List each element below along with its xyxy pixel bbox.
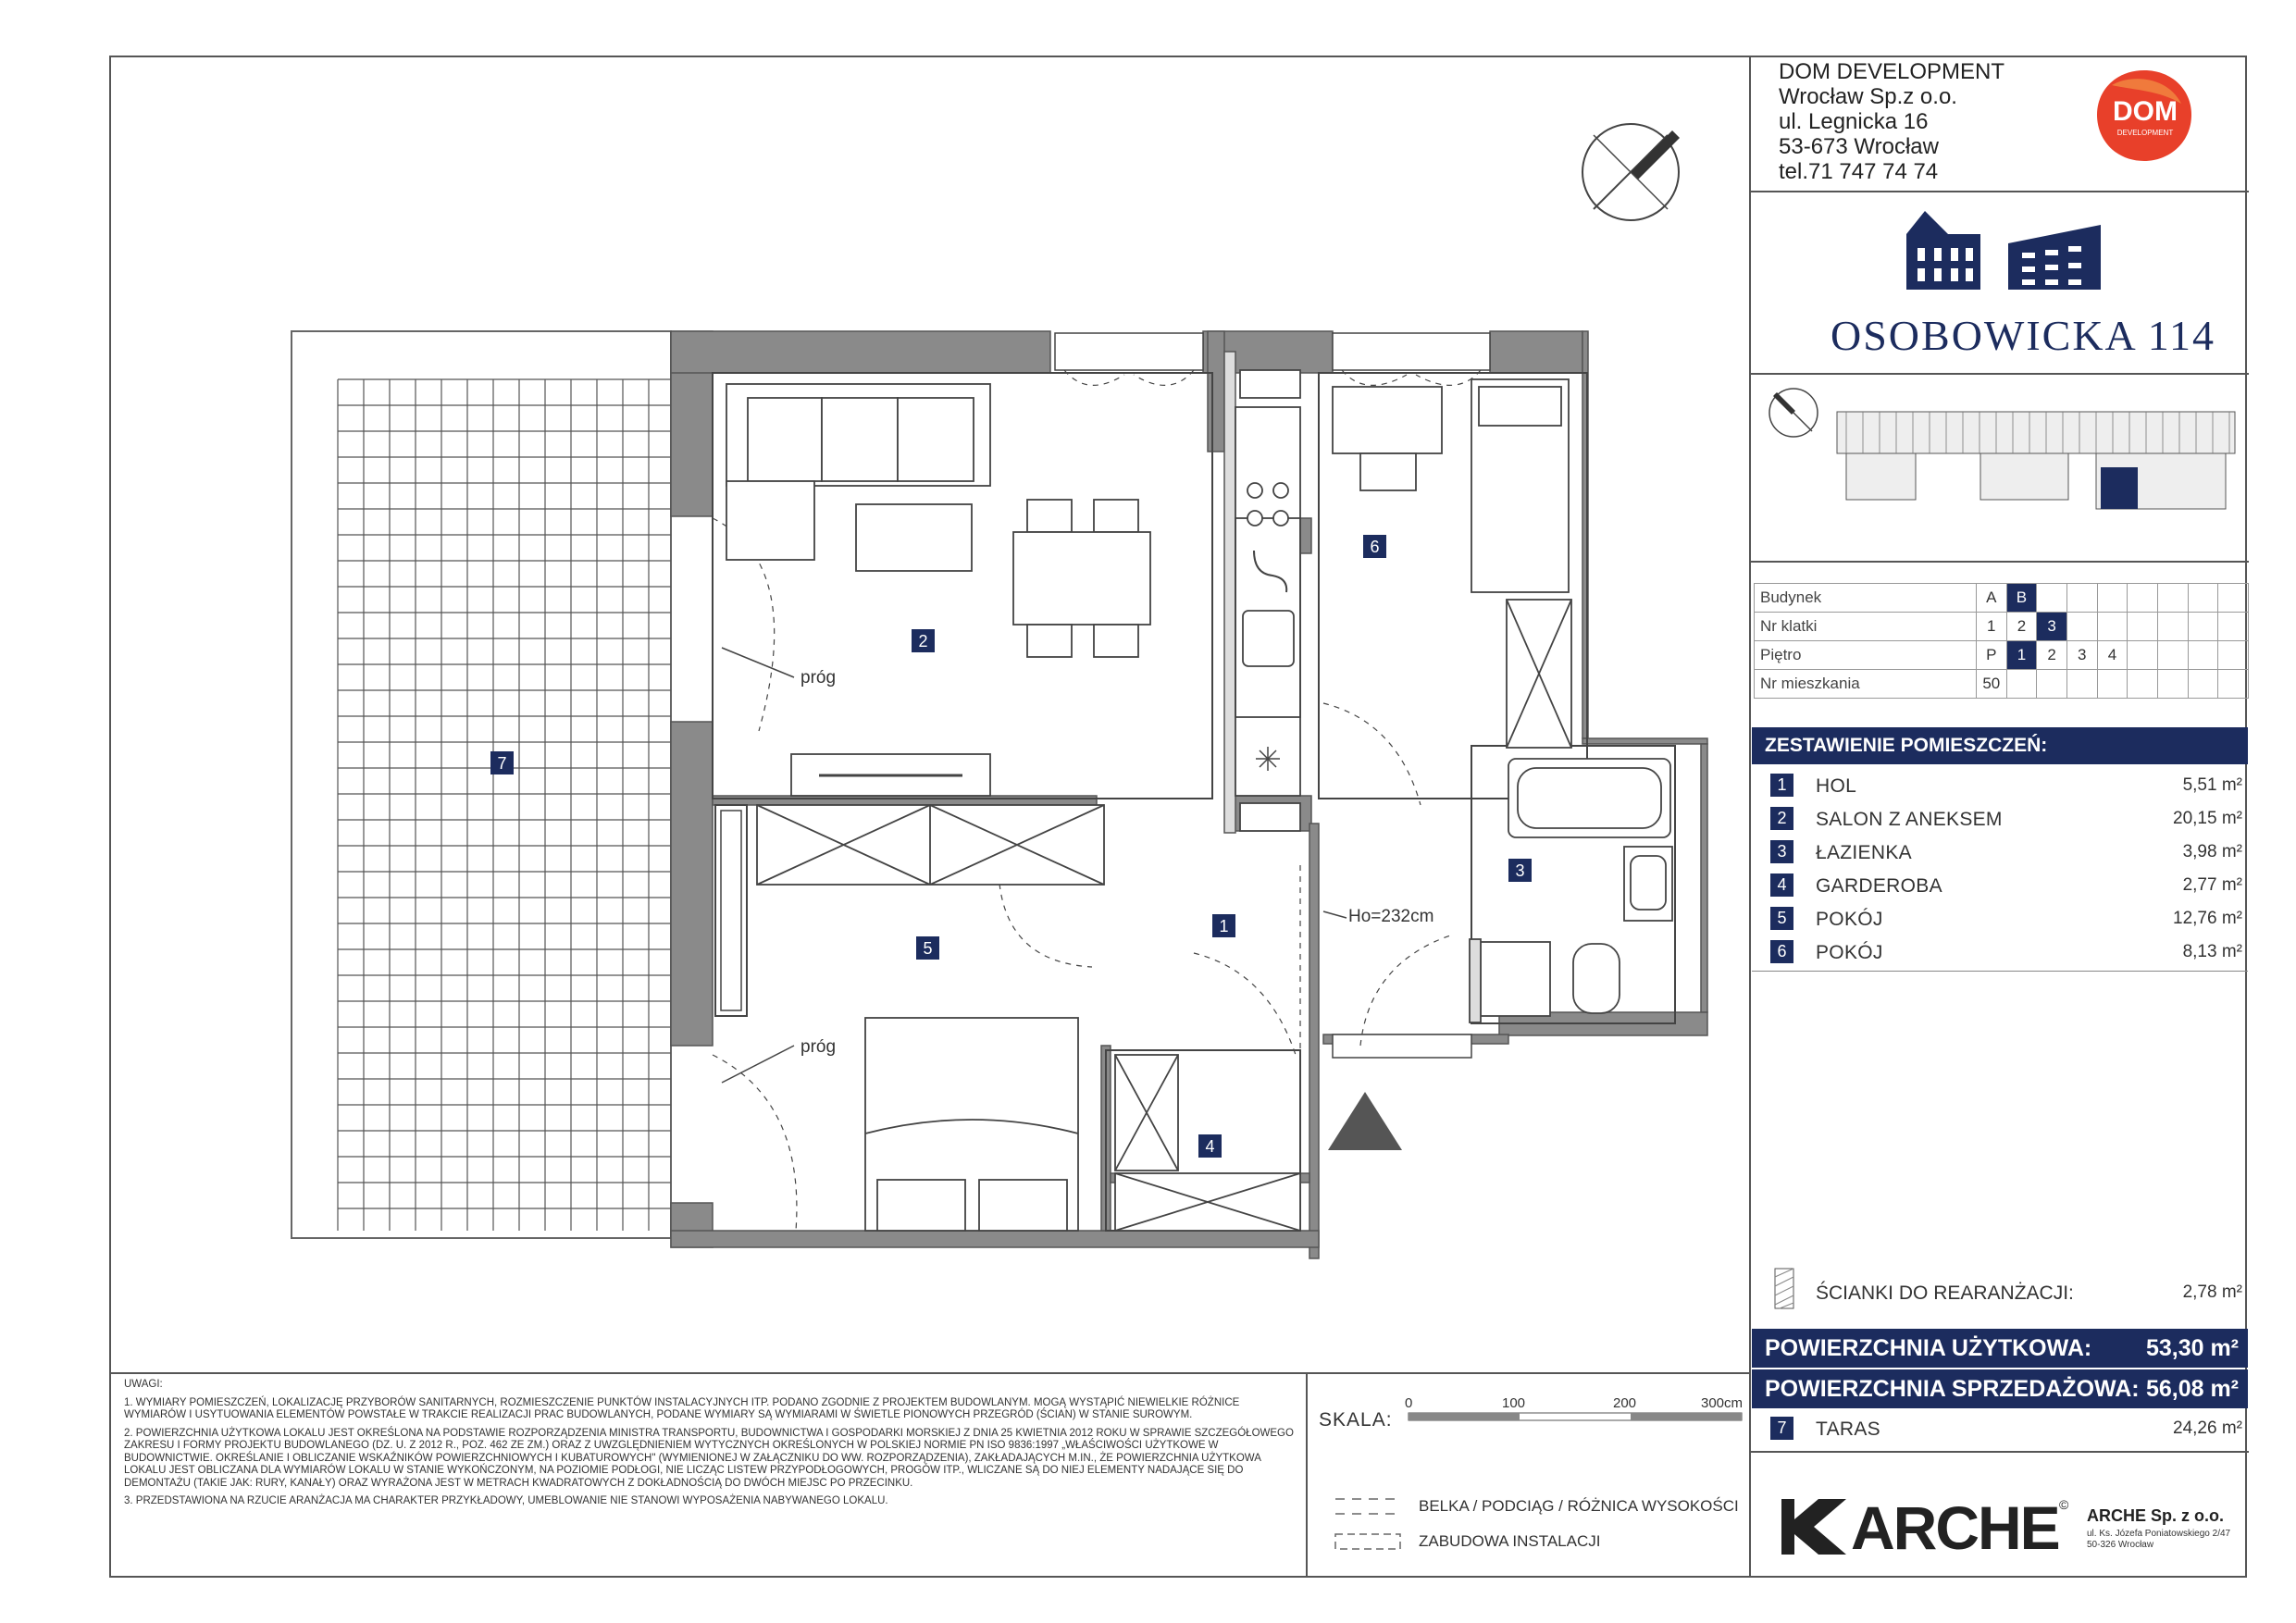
ceiling-height-label: Ho=232cm xyxy=(1348,907,1434,926)
rearrangeable-walls xyxy=(1752,1272,2248,1309)
scale-bar xyxy=(1405,1393,1747,1430)
arche-logo: ARCHE xyxy=(1851,1493,2059,1562)
svg-text:200: 200 xyxy=(1613,1395,1637,1411)
param-row-pietro: Piętro P 1 2 3 4 xyxy=(1755,641,2249,670)
arche-divider xyxy=(1749,1451,2249,1453)
north-compass-icon xyxy=(1582,124,1680,220)
notes-title: UWAGI: xyxy=(124,1379,163,1390)
usable-area-bar: POWIERZCHNIA UŻYTKOWA: 53,30 m² xyxy=(1752,1329,2248,1368)
terrace-area xyxy=(292,331,671,1238)
svg-text:0: 0 xyxy=(1405,1395,1413,1411)
note-3: 3. PRZEDSTAWIONA NA RZUCIE ARANŻACJA MA CHARAKTER PRZYKŁADOWY, UMEBLOWANIE NIE STANOWI WYPOSAŻENIA NABYWANEGO LOKALU. xyxy=(124,1495,888,1506)
key-plan xyxy=(1754,379,2249,555)
room-row: 1 HOL 5,51 m² xyxy=(1752,769,2248,802)
hatched-wall-icon xyxy=(1774,1268,1794,1309)
room-row: 6 POKÓJ 8,13 m² xyxy=(1752,935,2248,969)
svg-text:DOM: DOM xyxy=(2113,96,2178,127)
svg-text:100: 100 xyxy=(1502,1395,1526,1411)
dashed-line-icon xyxy=(1334,1495,1403,1518)
room-tag-label-4: 4 xyxy=(1205,1137,1215,1156)
rooms-divider xyxy=(1752,971,2248,972)
room-tag-label-2: 2 xyxy=(918,632,928,650)
note-2: 2. POWIERZCHNIA UŻYTKOWA LOKALU JEST OKREŚLONA NA PODSTAWIE ROZPORZĄDZENIA MINISTRA TRANSPORTU, BUDOWNICTWA I GOSPODARKI MORSKIEJ Z DNIA 25 KWIETNIA 2012 ROKU W SPRAWIE SZCZEGÓŁOWEGO ZAKRESU I FORMY PROJEKTU BUDOWLANEGO (DZ. U. Z 2012 R., POZ. 462 ZE ZM.) ORAZ Z UWZGLĘDNIENIEM WYTYCZNYCH OKREŚLONYCH W POLSKIEJ NORMIE PN ISO 9836:1997 „WŁAŚCIWOŚCI UŻYTKOWE W BUDOWNICTWIE. OKREŚLANIE I OBLICZANIE WSKAŹNIKÓW POWIERZCHNIOWYCH I KUBATUROWYCH" (WYMIENIONEJ W ZAŁĄCZNIKU DO WW. ROZPORZĄDZENIA), ZAKŁADAJĄCYCH M.IN., ŻE POWIERZCHNIA UŻYTKOWA LOKALU JEST OBLICZANA DLA WYMIARÓW LOKALU W STANIE WYKOŃCZONYM, NA POZIOMIE PODŁOGI, NIE LICZĄC LISTEW PRZYPODŁOGOWYCH, PROGÓW ITP., WLICZANE SĄ DO NIEJ ELEMENTY NADAJĄCE SIĘ DO DEMONTAŻU (TAKIE JAK: RURY, KANAŁY) ORAZ WYRAŻONA JEST W METRACH KWADRATOWYCH Z DOKŁADNOŚCIĄ DO DWÓCH MIEJSC PO PRZECINKU. xyxy=(124,1427,1294,1489)
room-row: 3 ŁAZIENKA 3,98 m² xyxy=(1752,836,2248,869)
room-tag-label-6: 6 xyxy=(1370,538,1380,556)
note-1: 1. WYMIARY POMIESZCZEŃ, LOKALIZACJĘ PRZYBORÓW SANITARNYCH, ROZMIESZCZENIE PUNKTÓW INSTALACYJNYCH ITP. PODANO ZGODNIE Z PROJEKTEM BUDOWLANYM. MOGĄ WYSTĄPIĆ NIEWIELKIE RÓŻNICE WYMIARÓW I USYTUOWANIA ELEMENTÓW POWSTAŁE W TRAKCIE REALIZACJI PRAC BUDOWLANYCH, PODANE WYMIARY SĄ WYMIARAMI W ŚWIETLE PIONOWYCH PRZEGRÓD (ŚCIAN) W STANIE SUROWYM. xyxy=(124,1396,1240,1420)
project-divider xyxy=(1749,373,2249,375)
company-divider xyxy=(1749,191,2249,192)
company-street: ul. Legnicka 16 xyxy=(1779,109,1929,134)
floor-plan xyxy=(109,56,1749,1372)
scianki-label: ŚCIANKI DO REARANŻACJI: xyxy=(1816,1282,2074,1304)
notes xyxy=(124,1379,1299,1514)
rooms-header: ZESTAWIENIE POMIESZCZEŃ: xyxy=(1752,727,2248,764)
project-building-icon xyxy=(1897,202,2119,294)
param-row-mieszkanie: Nr mieszkania 50 xyxy=(1755,670,2249,699)
sidebar-divider xyxy=(1749,56,1751,1578)
param-row-budynek: Budynek A B xyxy=(1755,584,2249,613)
room-row: 5 POKÓJ 12,76 m² xyxy=(1752,902,2248,935)
keyplan-compass-icon xyxy=(1769,389,1818,437)
company-phone: tel.71 747 74 74 xyxy=(1779,159,1939,184)
dom-development-logo xyxy=(2093,67,2195,164)
keyplan-divider xyxy=(1749,561,2249,563)
threshold-label-1: próg xyxy=(800,668,837,688)
rooms-list xyxy=(1752,769,2248,969)
room-tag-label-1: 1 xyxy=(1219,917,1229,935)
room-row: 4 GARDEROBA 2,77 m² xyxy=(1752,869,2248,902)
unit-parameters xyxy=(1754,583,2249,699)
notes-divider xyxy=(109,1372,1751,1374)
room-tag-label-7: 7 xyxy=(497,754,507,773)
room-row: 2 SALON Z ANEKSEM 20,15 m² xyxy=(1752,802,2248,836)
terrace-row: 7 TARAS 24,26 m² xyxy=(1752,1412,2248,1445)
room-tag-label-5: 5 xyxy=(923,939,933,958)
notes-scale-divider xyxy=(1306,1372,1308,1578)
svg-text:300cm: 300cm xyxy=(1701,1395,1744,1411)
keyplan-unit-marker xyxy=(2101,467,2138,509)
project-title: OSOBOWICKA 114 xyxy=(1831,312,2216,359)
svg-text:DEVELOPMENT: DEVELOPMENT xyxy=(2116,129,2174,137)
arche-address: ul. Ks. Józefa Poniatowskiego 2/47 50-326 Wrocław xyxy=(2087,1529,2231,1550)
param-row-klatka: Nr klatki 1 2 3 xyxy=(1755,613,2249,641)
scianki-value: 2,78 m² xyxy=(2182,1282,2242,1302)
company-name: DOM DEVELOPMENT xyxy=(1779,59,2005,84)
room-tag-label-3: 3 xyxy=(1515,861,1525,880)
arche-logo-mark xyxy=(1781,1499,1846,1555)
entrance-icon xyxy=(1328,1092,1402,1150)
threshold-label-2: próg xyxy=(800,1037,837,1057)
copyright-icon: © xyxy=(2059,1497,2069,1512)
company-branch: Wrocław Sp.z o.o. xyxy=(1779,84,1957,109)
sales-area-bar: POWIERZCHNIA SPRZEDAŻOWA: 56,08 m² xyxy=(1752,1369,2248,1408)
scale-label: SKALA: xyxy=(1319,1409,1393,1431)
company-address xyxy=(1779,59,2004,184)
dashed-box-icon xyxy=(1334,1532,1403,1551)
company-city: 53-673 Wrocław xyxy=(1779,134,1939,159)
arche-name: ARCHE Sp. z o.o. xyxy=(2087,1506,2224,1525)
